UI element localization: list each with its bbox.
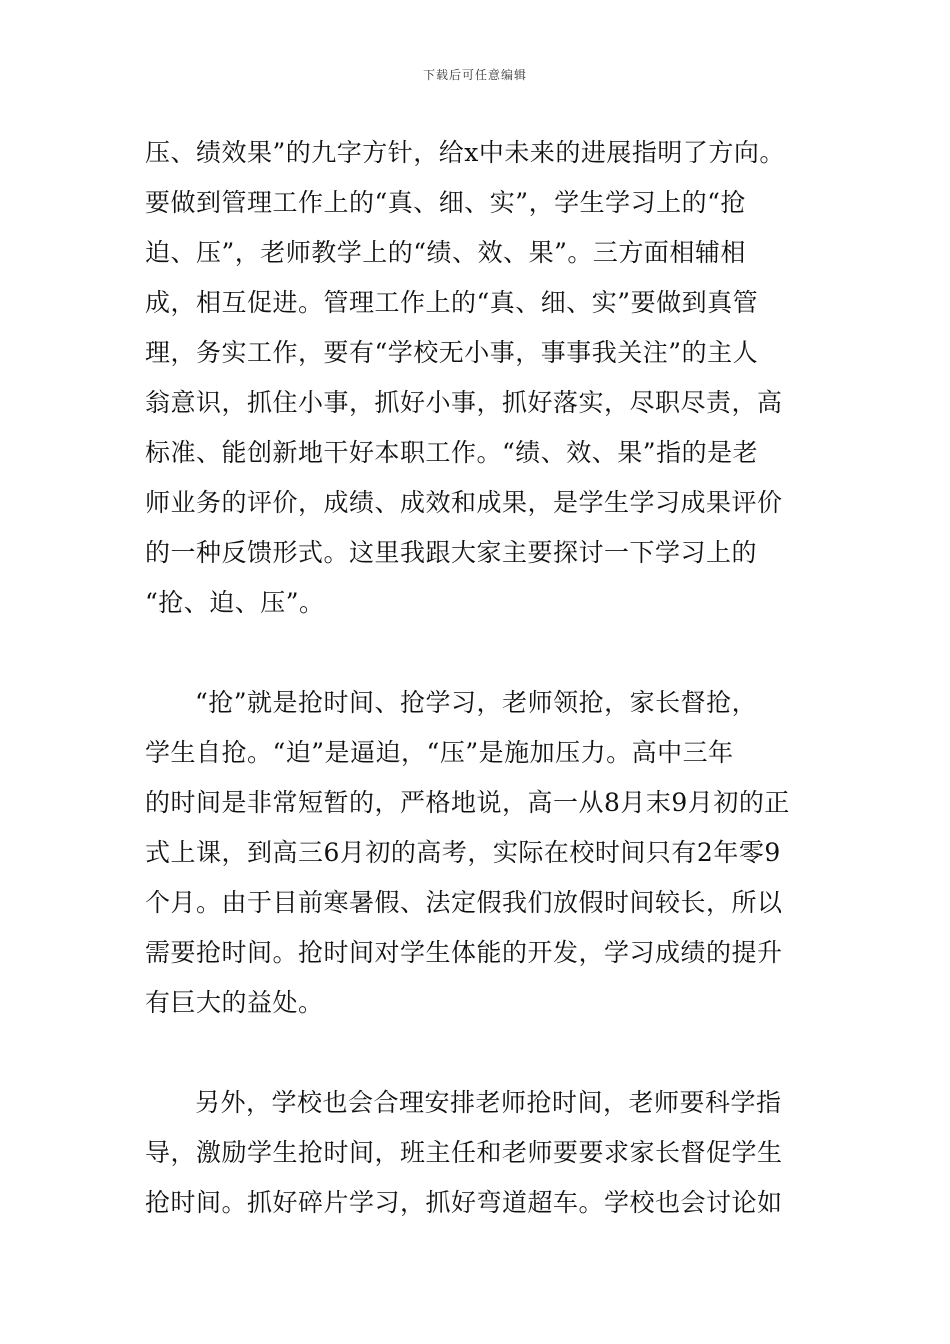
paragraph-spacer	[145, 628, 807, 678]
text-line: “抢”就是抢时间、抢学习，老师领抢，家长督抢，	[195, 688, 758, 717]
text-line: 有巨大的益处。	[145, 988, 324, 1017]
text-line: 的时间是非常短暂的，严格地说，高一从8月末9月初的正	[145, 788, 790, 817]
text-line: 的一种反馈形式。这里我跟大家主要探讨一下学习上的	[145, 538, 758, 567]
page-header: 下载后可任意编辑	[422, 68, 527, 82]
text-line: 学生自抢。“迫”是逼迫，“压”是施加压力。高中三年	[145, 738, 734, 767]
document-body	[145, 128, 807, 1228]
text-line: 式上课，到高三6月初的高考，实际在校时间只有2年零9	[145, 838, 781, 867]
text-line: 抢时间。抓好碎片学习，抓好弯道超车。学校也会讨论如	[145, 1188, 783, 1217]
text-line: 要做到管理工作上的“真、细、实”，学生学习上的“抢	[145, 188, 746, 217]
text-line: “抢、迫、压”。	[145, 588, 325, 617]
text-line: 迫、压”，老师教学上的“绩、效、果”。三方面相辅相	[145, 238, 746, 267]
text-line: 成，相互促进。管理工作上的“真、细、实”要做到真管	[145, 288, 759, 317]
text-line: 另外，学校也会合理安排老师抢时间，老师要科学指	[195, 1088, 782, 1117]
text-line: 理，务实工作，要有“学校无小事，事事我关注”的主人	[145, 338, 759, 367]
text-line: 翁意识，抓住小事，抓好小事，抓好落实，尽职尽责，高	[145, 388, 783, 417]
text-line: 压、绩效果”的九字方针，给x中未来的进展指明了方向。	[145, 138, 785, 167]
text-line: 导，激励学生抢时间，班主任和老师要要求家长督促学生	[145, 1138, 783, 1167]
paragraph	[145, 128, 807, 628]
text-line: 师业务的评价，成绩、成效和成果，是学生学习成果评价	[145, 488, 783, 517]
text-line: 需要抢时间。抢时间对学生体能的开发，学习成绩的提升	[145, 938, 783, 967]
paragraph	[145, 1078, 807, 1228]
text-line: 个月。由于目前寒暑假、法定假我们放假时间较长，所以	[145, 888, 783, 917]
paragraph	[145, 678, 807, 1028]
paragraph-spacer	[145, 1028, 807, 1078]
text-line: 标准、能创新地干好本职工作。“绩、效、果”指的是老	[145, 438, 759, 467]
